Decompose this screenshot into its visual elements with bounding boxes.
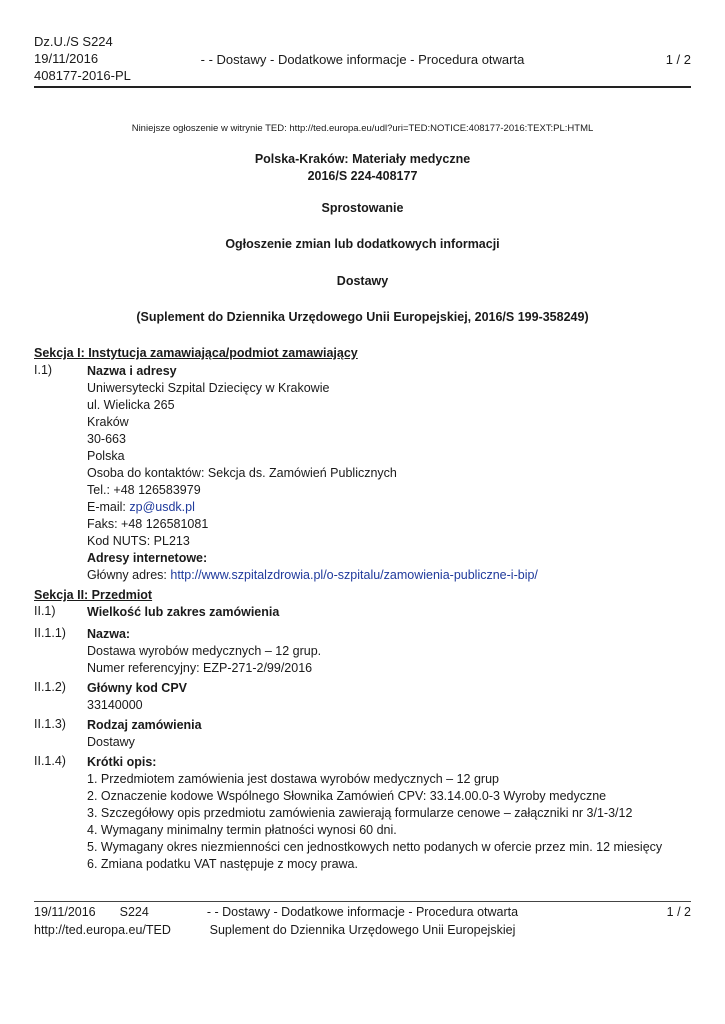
section2-title: Sekcja II: Przedmiot (34, 588, 153, 602)
heading-correction: Sprostowanie (321, 201, 404, 215)
type-block (87, 717, 202, 751)
description-line: 3. Szczegółowy opis przedmiotu zamówienia zawierają formularze cenowe – załączniki nr 3/1-3/12 (87, 806, 633, 820)
city: Kraków (87, 415, 129, 429)
type-number: II.1.3) (34, 717, 66, 731)
type-value: Dostawy (87, 735, 135, 749)
title-line2: 2016/S 224-408177 (307, 169, 418, 183)
footer-url[interactable]: http://ted.europa.eu/TED (34, 923, 171, 937)
description-line: 4. Wymagany minimalny termin płatności wynosi 60 dni. (87, 823, 397, 837)
header-ref-line2: 19/11/2016 (34, 51, 99, 66)
description-line: 5. Wymagany okres niezmienności cen jednostkowych netto podanych w ofercie przez min. 12 miesięcy (87, 840, 663, 854)
postcode: 30-663 (87, 432, 126, 446)
nuts-code: Kod NUTS: PL213 (87, 534, 190, 548)
footer-center-line2: Suplement do Dziennika Urzędowego Unii Europejskiej (209, 923, 516, 937)
footer-date: 19/11/2016 (34, 905, 96, 919)
header-page-number: 1 / 2 (665, 52, 691, 67)
fax: Faks: +48 126581081 (87, 517, 209, 531)
description-line: 2. Oznaczenie kodowe Wspólnego Słownika Zamówień CPV: 33.14.00.0-3 Wyroby medyczne (87, 789, 607, 803)
description-label: Krótki opis: (87, 755, 157, 769)
supplement-reference: (Suplement do Dziennika Urzędowego Unii Europejskiej, 2016/S 199-358249) (136, 310, 589, 324)
email-link[interactable]: zp@usdk.pl (129, 500, 195, 514)
name-number: II.1.1) (34, 626, 66, 640)
cpv-label: Główny kod CPV (87, 681, 188, 695)
contact-person: Osoba do kontaktów: Sekcja ds. Zamówień Publicznych (87, 466, 397, 480)
cpv-number: II.1.2) (34, 680, 66, 694)
header-divider (34, 86, 691, 88)
country: Polska (87, 449, 125, 463)
main-address-link[interactable]: http://www.szpitalzdrowia.pl/o-szpitalu/zamowienia-publiczne-i-bip/ (170, 568, 538, 582)
heading-type: Dostawy (336, 274, 389, 288)
header-ref-line1: Dz.U./S S224 (34, 34, 113, 49)
cpv-block (87, 680, 187, 714)
section1-address-block (87, 363, 538, 584)
description-block (87, 754, 662, 873)
title-line1: Polska-Kraków: Materiały medyczne (254, 152, 471, 166)
scope-label: Wielkość lub zakres zamówienia (87, 605, 280, 619)
email-label: E-mail: (87, 500, 130, 514)
section1-number: I.1) (34, 363, 53, 377)
description-line: 1. Przedmiotem zamówienia jest dostawa wyrobów medycznych – 12 grup (87, 772, 499, 786)
scope-block (87, 604, 279, 621)
header-title: - - Dostawy - Dodatkowe informacje - Procedura otwarta (200, 52, 525, 67)
header-ref-line3: 408177-2016-PL (34, 68, 131, 83)
type-label: Rodzaj zamówienia (87, 718, 202, 732)
internet-addresses-label: Adresy internetowe: (87, 551, 208, 565)
main-address-label: Główny adres: (87, 568, 171, 582)
footer-issue: S224 (119, 905, 149, 919)
scope-number: II.1) (34, 604, 56, 618)
name-block (87, 626, 321, 677)
footer-page-number: 1 / 2 (666, 905, 691, 919)
cpv-value: 33140000 (87, 698, 143, 712)
name-label: Nazwa: (87, 627, 131, 641)
description-line: 6. Zmiana podatku VAT następuje z mocy prawa. (87, 857, 358, 871)
main-address-row (87, 567, 538, 584)
footer-center-line1: - - Dostawy - Dodatkowe informacje - Procedura otwarta (206, 905, 519, 919)
footer-divider (34, 901, 691, 902)
address-label: Nazwa i adresy (87, 364, 177, 378)
section1-title: Sekcja I: Instytucja zamawiająca/podmiot zamawiający (34, 346, 358, 360)
street: ul. Wielicka 265 (87, 398, 175, 412)
ted-notice-link[interactable]: Niniejsze ogłoszenie w witrynie TED: http://ted.europa.eu/udl?uri=TED:NOTICE:408177-2016:TEXT:PL:HTML (131, 123, 594, 134)
reference-number: Numer referencyjny: EZP-271-2/99/2016 (87, 661, 313, 675)
telephone: Tel.: +48 126583979 (87, 483, 201, 497)
description-number: II.1.4) (34, 754, 66, 768)
document-title (0, 151, 725, 185)
org-name: Uniwersytecki Szpital Dziecięcy w Krakowie (87, 381, 330, 395)
heading-changes: Ogłoszenie zmian lub dodatkowych informacji (225, 237, 500, 251)
email-row (87, 499, 538, 516)
name-value: Dostawa wyrobów medycznych – 12 grup. (87, 644, 322, 658)
footer-center (0, 903, 725, 939)
